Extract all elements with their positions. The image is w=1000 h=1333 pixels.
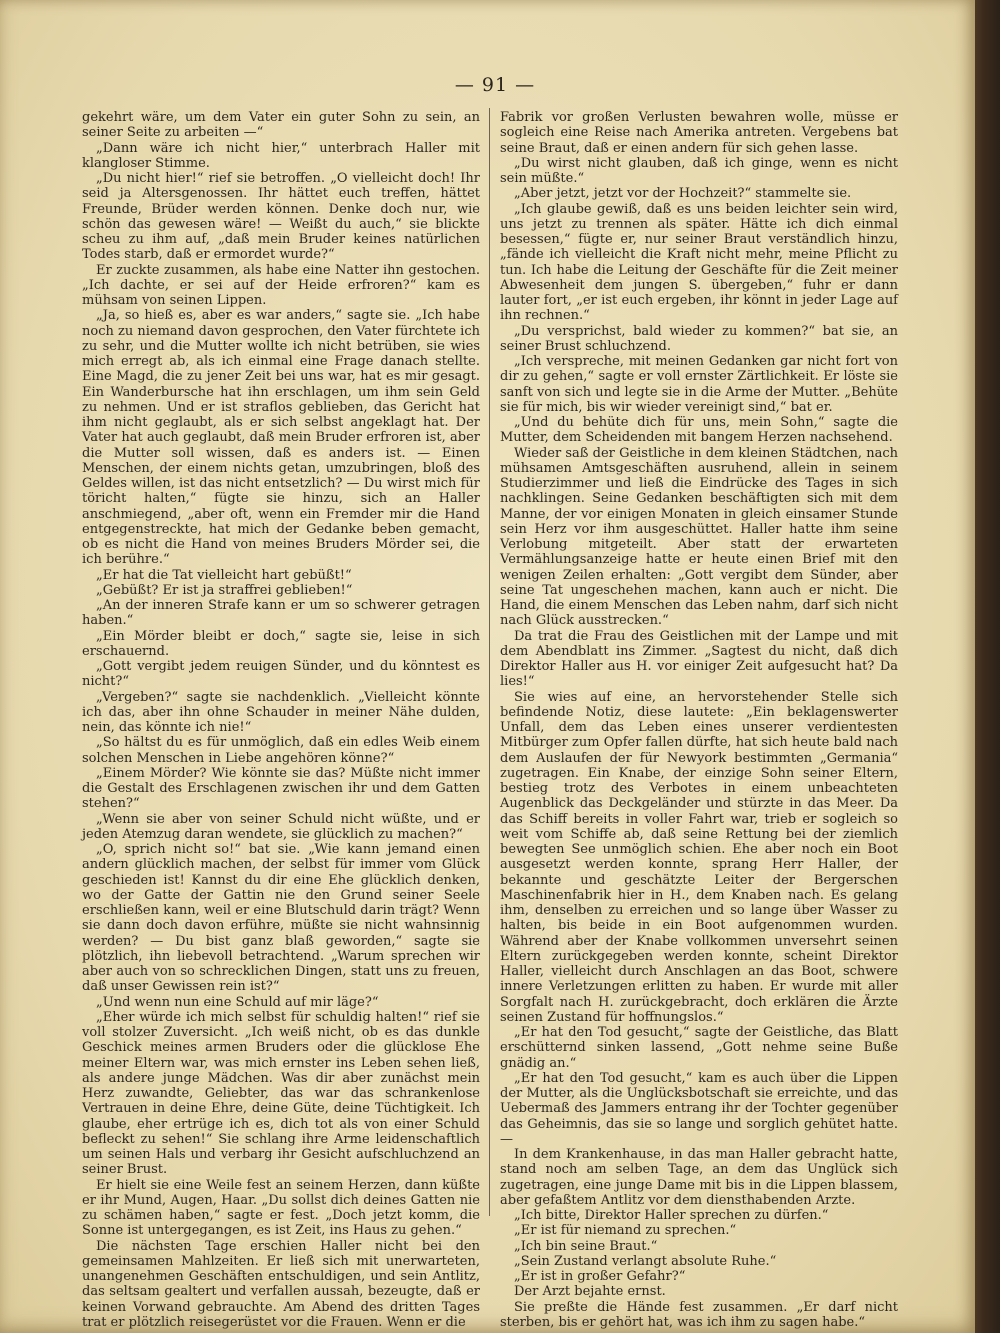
paragraph: „Aber jetzt, jetzt vor der Hochzeit?“ stammelte sie. <box>514 186 852 202</box>
paragraph: „Er ist in großer Gefahr?“ <box>514 1269 686 1284</box>
paragraph: Fabrik vor großen Verlusten bewahren wolle, müsse er sogleich eine Reise nach Amerika antreten. Vergebens bat seine Braut, daß er einen andern für sich gehen lasse. <box>500 110 898 156</box>
paragraph: „Dann wäre ich nicht hier,“ unterbrach Haller mit klangloser Stimme. <box>82 140 480 171</box>
paragraph: „O, sprich nicht so!“ bat sie. „Wie kann jemand einen andern glücklich machen, der selbst für immer vom Glück geschieden ist! Kannst du dir eine Ehe glücklich denken, wo der Gatte der Gattin nie den Grund seiner Seele erschließen kann, weil er eine Blutschuld darin trägt? Wenn sie dann doch davon erführe, müßte sie nicht wahnsinnig werden? — Du bist ganz blaß geworden,“ sagte sie plötzlich, ihn liebevoll betrachtend. „Warum sprechen wir aber auch von so schrecklichen Dingen, statt uns zu freuen, daß unser Gewissen rein ist?“ <box>82 842 480 995</box>
paragraph: „Und du behüte dich für uns, mein Sohn,“ sagte die Mutter, dem Scheidenden mit bangem Herzen nachsehend. <box>500 415 898 446</box>
paragraph: „Eher würde ich mich selbst für schuldig halten!“ rief sie voll stolzer Zuversicht. „Ich weiß nicht, ob es das dunkle Geschick meines armen Bruders oder die glücklose Ehe meiner Eltern war, was mich ernster ins Leben sehen ließ, als andere junge Mädchen. Was dir aber zunächst mein Herz zuwandte, Geliebter, das war das schrankenlose Vertrauen in deine Ehre, deine Güte, deine Tüchtigkeit. Ich glaube, eher ertrüge ich es, dich tot als von einer Schuld befleckt zu sehen!“ Sie schlang ihre Arme leidenschaftlich um seinen Hals und verbarg ihr Gesicht aufschluchzend an seiner Brust. <box>82 1009 480 1178</box>
paragraph: „An der inneren Strafe kann er um so schwerer getragen haben.“ <box>82 598 480 629</box>
paragraph: „Er hat die Tat vielleicht hart gebüßt!“ <box>96 567 352 583</box>
paragraph: „Ich verspreche, mit meinen Gedanken gar nicht fort von dir zu gehen,“ sagte er voll ernster Zärtlichkeit. Er löste sie sanft von sich und legte sie in die Arme der Mutter. „Behüte sie für mich, bis wir wieder vereinigt sind,“ bat er. <box>500 354 898 415</box>
paragraph: „Gott vergibt jedem reuigen Sünder, und du könntest es nicht?“ <box>82 659 480 690</box>
paragraph: „Du wirst nicht glauben, daß ich ginge, wenn es nicht sein müßte.“ <box>500 155 898 186</box>
paragraph: „Vergeben?“ sagte sie nachdenklich. „Vielleicht könnte ich das, aber ihn ohne Schauder in meiner Nähe dulden, nein, das könnte ich nie!“ <box>82 689 480 735</box>
paragraph: Wieder saß der Geistliche in dem kleinen Städtchen, nach mühsamen Amtsgeschäften ausruhend, allein in seinem Studierzimmer und ließ die Eindrücke des Tages in sich nachklingen. Seine Gedanken beschäftigten sich mit dem Manne, der vor einigen Monaten in gleich einsamer Stunde sein Herz vor ihm ausgeschüttet. Haller hatte ihm seine Verlobung mitgeteilt. Aber statt der erwarteten Vermählungsanzeige hatte er heute einen Brief mit den wenigen Zeilen erhalten: „Gott vergibt dem Sünder, aber seine Tat ungeschehen machen, kann auch er nicht. Die Hand, die einem Menschen das Leben nahm, darf sich nicht nach Glück ausstrecken.“ <box>500 445 898 629</box>
paragraph: „Sein Zustand verlangt absolute Ruhe.“ <box>514 1253 777 1269</box>
paragraph: „Ich bitte, Direktor Haller sprechen zu dürfen.“ <box>514 1208 829 1223</box>
paragraph: „Du nicht hier!“ rief sie betroffen. „O vielleicht doch! Ihr seid ja Altersgenossen. Ihr hättet euch treffen, hättet Freunde, Brüder werden können. Denke doch nur, wie schön das gewesen wäre! — Weißt du auch,“ sie blickte scheu zu ihm auf, „daß mein Bruder keines natürlichen Todes starb, daß er ermordet wurde?“ <box>82 171 480 263</box>
paragraph: „Ich glaube gewiß, daß es uns beiden leichter sein wird, uns jetzt zu trennen als später. Hätte ich dich einmal besessen,“ fügte er, nur seiner Braut verständlich hinzu, „fände ich vielleicht die Kraft nicht mehr, meine Pflicht zu tun. Ich habe die Leitung der Geschäfte für die Zeit meiner Abwesenheit dem jungen S. übergeben,“ fuhr er dann lauter fort, „er ist euch ergeben, ihr könnt in jeder Lage auf ihn rechnen.“ <box>500 201 898 324</box>
paragraph: Er zuckte zusammen, als habe eine Natter ihn gestochen. „Ich dachte, er sei auf der Heide erfroren?“ kam es mühsam von seinen Lippen. <box>82 262 480 308</box>
paragraph: „Und wenn nun eine Schuld auf mir läge?“ <box>96 994 379 1010</box>
page-number: — 91 — <box>454 74 536 96</box>
paragraph: „Einem Mörder? Wie könnte sie das? Müßte nicht immer die Gestalt des Erschlagenen zwischen ihr und dem Gatten stehen?“ <box>82 765 480 812</box>
paragraph: Sie wies auf eine, an hervorstehender Stelle sich befindende Notiz, diese lautete: „Ein beklagenswerter Unfall, dem das Leben eines unserer verdientesten Mitbürger zum Opfer fallen dürfte, hat sich heute bald nach dem Auslaufen der für Newyork bestimmten „Germania“ zugetragen. Ein Knabe, der einzige Sohn seiner Eltern, bestieg trotz des Verbotes in einem unbeachteten Augenblick das Deckgeländer und stürzte in das Meer. Da das Schiff bereits in voller Fahrt war, trieb er sogleich so weit vom Schiffe ab, daß seine Rettung bei der ziemlich bewegten See unmöglich schien. Ehe aber noch ein Boot ausgesetzt werden konnte, sprang Herr Haller, der bekannte und geschätzte Leiter der Bergerschen Maschinenfabrik hier in H., dem Knaben nach. Es gelang ihm, denselben zu erreichen und so lange über Wasser zu halten, bis beide in ein Boot aufgenommen wurden. Während aber der Knabe vollkommen unversehrt seinen Eltern zurückgegeben werden konnte, scheint Direktor Haller, vielleicht durch Anschlagen an das Boot, schwere innere Verletzungen erlitten zu haben. Er wurde mit aller Sorgfalt nach H. zurückgebracht, doch erklären die Ärzte seinen Zustand für hoffnungslos.“ <box>500 689 898 1025</box>
paragraph: In dem Krankenhause, in das man Haller gebracht hatte, stand noch am selben Tage, an dem das Unglück sich zugetragen, eine junge Dame mit bis in die Lippen blassem, aber gefaßtem Antlitz vor dem diensthabenden Arzte. <box>500 1147 898 1208</box>
paragraph: „Du versprichst, bald wieder zu kommen?“ bat sie, an seiner Brust schluchzend. <box>500 323 898 354</box>
right-column <box>500 110 898 1330</box>
paragraph: „Er ist für niemand zu sprechen.“ <box>514 1223 737 1239</box>
paragraph: „So hältst du es für unmöglich, daß ein edles Weib einem solchen Menschen in Liebe angehören könne?“ <box>82 735 480 766</box>
paragraph: Da trat die Frau des Geistlichen mit der Lampe und mit dem Abendblatt ins Zimmer. „Sagtest du nicht, daß dich Direktor Haller aus H. vor einiger Zeit aufgesucht hat? Da lies!“ <box>500 628 898 690</box>
paragraph: Er hielt sie eine Weile fest an seinem Herzen, dann küßte er ihr Mund, Augen, Haar. „Du sollst dich deines Gatten nie zu schämen haben,“ sagte er fest. „Doch jetzt komm, die Sonne ist untergegangen, es ist Zeit, ins Haus zu gehen.“ <box>82 1177 480 1239</box>
paragraph: Sie preßte die Hände fest zusammen. „Er darf nicht sterben, bis er gehört hat, was ich ihm zu sagen habe.“ <box>500 1299 898 1330</box>
paragraph: „Ein Mörder bleibt er doch,“ sagte sie, leise in sich erschauernd. <box>82 628 480 659</box>
left-column <box>82 110 480 1330</box>
paragraph: gekehrt wäre, um dem Vater ein guter Sohn zu sein, an seiner Seite zu arbeiten —“ <box>82 110 480 141</box>
paragraph: Die nächsten Tage erschien Haller nicht bei den gemeinsamen Mahlzeiten. Er ließ sich mit unerwarteten, unangenehmen Geschäften entschuldigen, und sein Antlitz, das seltsam gealtert und verfallen aussah, bezeugte, daß er keinen Vorwand gebrauchte. Am Abend des dritten Tages trat er plötzlich reisegerüstet vor die Frauen. Wenn er die <box>82 1238 480 1330</box>
paragraph: „Gebüßt? Er ist ja straffrei geblieben!“ <box>96 582 353 598</box>
column-divider <box>489 108 490 1216</box>
paragraph: „Er hat den Tod gesucht,“ kam es auch über die Lippen der Mutter, als die Unglücksbotschaft sie erreichte, und das Uebermaß des Jammers entrang ihr der Tochter gegenüber das Geheimnis, das sie so lange und sorglich gehütet hatte. — <box>500 1070 898 1147</box>
paragraph: „Er hat den Tod gesucht,“ sagte der Geistliche, das Blatt erschütternd sinken lassend, „Gott nehme seine Buße gnädig an.“ <box>500 1025 898 1071</box>
paragraph: Der Arzt bejahte ernst. <box>514 1284 666 1300</box>
paragraph: „Ja, so hieß es, aber es war anders,“ sagte sie. „Ich habe noch zu niemand davon gesprochen, den Vater fürchtete ich zu sehr, und die Mutter wollte ich nicht betrüben, sie wies mich erregt ab, als ich einmal eine Frage danach stellte. Eine Magd, die zu jener Zeit bei uns war, hat es mir gesagt. Ein Wanderbursche hat ihn erschlagen, um ihm sein Geld zu nehmen. Und er ist straflos geblieben, das Gericht hat ihm nicht geglaubt, als er sich selbst angeklagt hat. Der Vater hat auch geglaubt, daß mein Bruder erfroren ist, aber die Mutter soll wissen, daß es anders ist. — Einen Menschen, der einem nichts getan, umzubringen, bloß des Geldes willen, ist das nicht entsetzlich? — Du wirst mich für töricht halten,“ fügte sie hinzu, sich an Haller anschmiegend, „aber oft, wenn ein Fremder mir die Hand entgegenstreckte, hat mich der Gedanke beben gemacht, ob es nicht die Hand von meines Bruders Mörder sei, die ich berühre.“ <box>82 308 480 568</box>
paragraph: „Ich bin seine Braut.“ <box>514 1238 658 1254</box>
paragraph: „Wenn sie aber von seiner Schuld nicht wüßte, und er jeden Atemzug daran wendete, sie glücklich zu machen?“ <box>82 811 480 842</box>
